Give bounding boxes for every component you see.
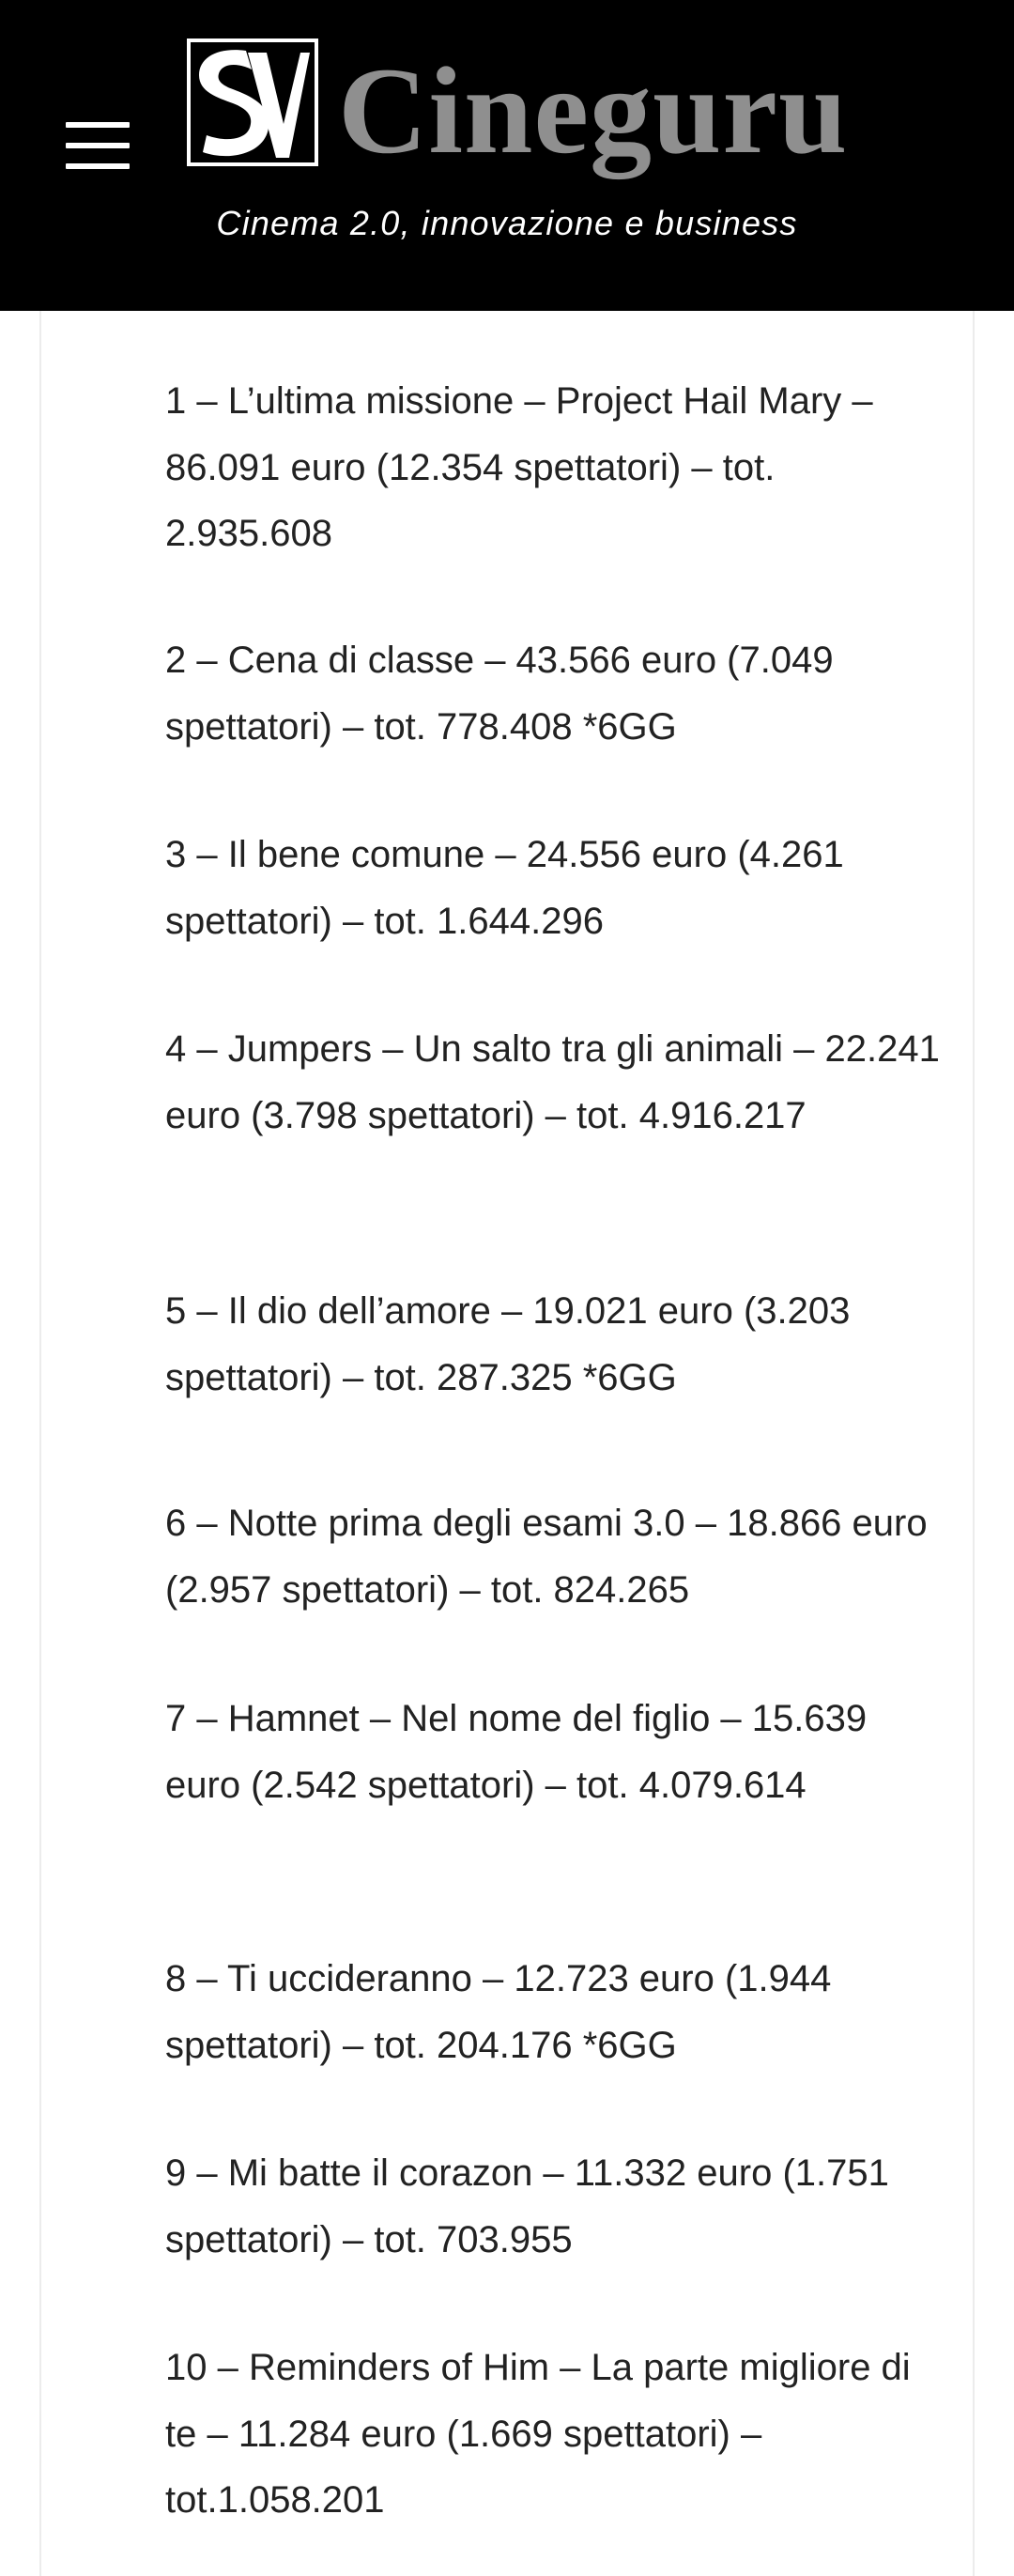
hamburger-menu-icon[interactable] [66, 122, 130, 169]
menu-bar [66, 143, 130, 148]
list-item: 4 – Jumpers – Un salto tra gli animali – 22.241 euro (3.798 spettatori) – tot. 4.916.217 [165, 1028, 940, 1136]
list-item: 7 – Hamnet – Nel nome del figlio – 15.639 euro (2.542 spettatori) – tot. 4.079.614 [165, 1698, 868, 1806]
list-item: 6 – Notte prima degli esami 3.0 – 18.866 euro (2.957 spettatori) – tot. 824.265 [165, 1503, 928, 1611]
list-item: 9 – Mi batte il corazon – 11.332 euro (1.751 spettatori) – tot. 703.955 [165, 2152, 889, 2260]
list-item: 5 – Il dio dell’amore – 19.021 euro (3.203 spettatori) – tot. 287.325 *6GG [165, 1290, 851, 1398]
list-item: 8 – Ti uccideranno – 12.723 euro (1.944 spettatori) – tot. 204.176 *6GG [165, 1958, 832, 2066]
site-tagline: Cinema 2.0, innovazione e business [216, 204, 798, 242]
list-item: 3 – Il bene comune – 24.556 euro (4.261 spettatori) – tot. 1.644.296 [165, 834, 844, 942]
article-body [39, 311, 975, 2576]
site-header [0, 0, 1014, 311]
logo-wordmark: Cineguru [338, 41, 849, 179]
menu-bar [66, 122, 130, 128]
list-item: 1 – L’ultima missione – Project Hail Mary – 86.091 euro (12.354 spettatori) – tot. 2.935.608 [165, 380, 873, 554]
cineguru-monogram-icon [186, 38, 319, 167]
list-item: 2 – Cena di classe – 43.566 euro (7.049 spettatori) – tot. 778.408 *6GG [165, 640, 834, 748]
menu-bar [66, 163, 130, 169]
list-item: 10 – Reminders of Him – La parte migliore di te – 11.284 euro (1.669 spettatori) – tot.1.058.201 [165, 2347, 911, 2521]
site-logo[interactable] [186, 38, 849, 179]
